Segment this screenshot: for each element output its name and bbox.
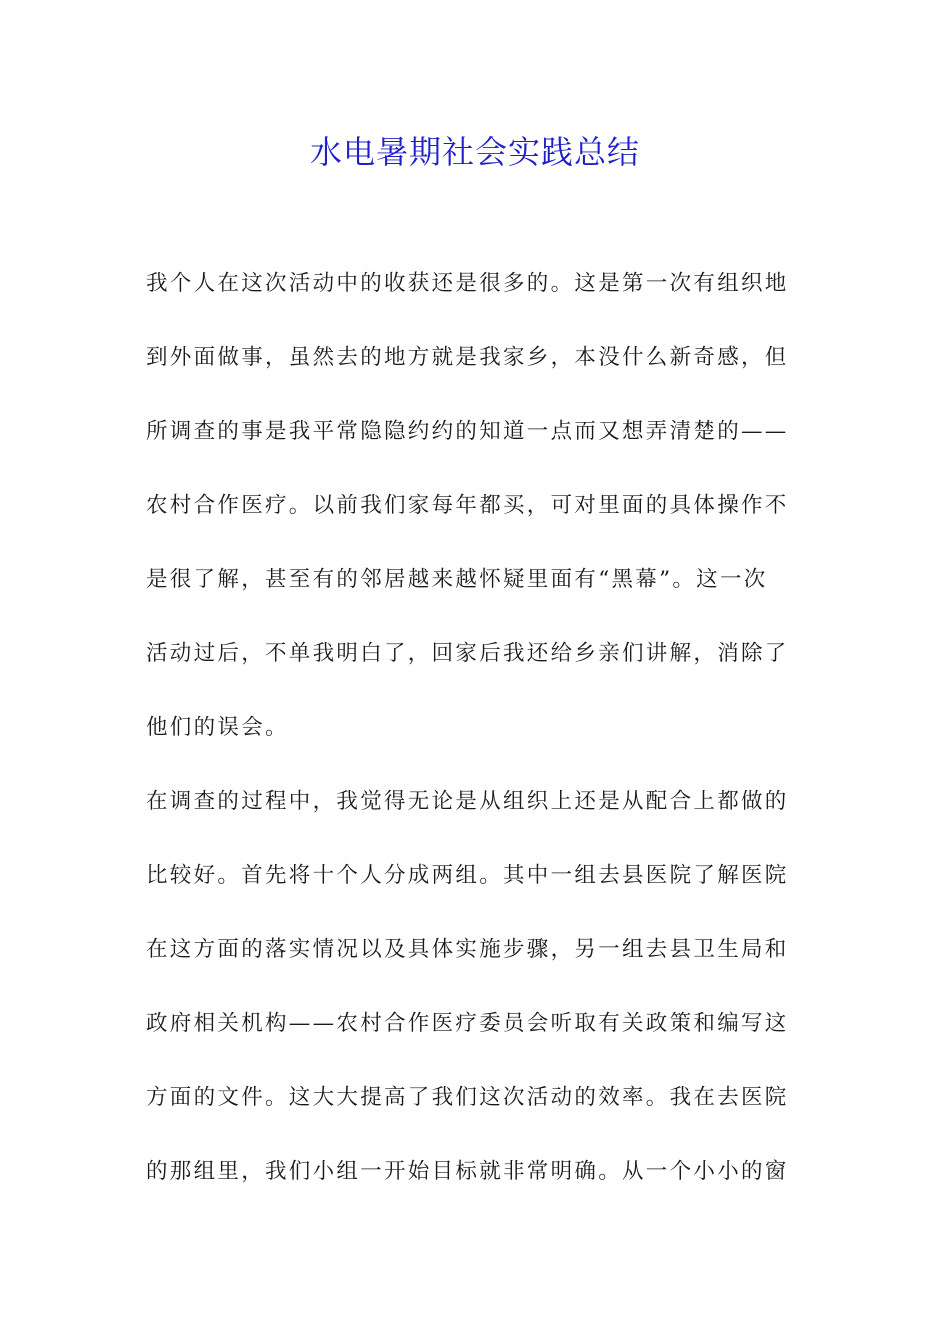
document-body (146, 262, 806, 1224)
body-line: 在调查的过程中，我觉得无论是从组织上还是从配合上都做的 (146, 789, 789, 814)
body-line: 是很了解，甚至有的邻居越来越怀疑里面有“黑幕”。这一次 (146, 567, 768, 592)
body-line: 在这方面的落实情况以及具体实施步骤，另一组去县卫生局和 (146, 937, 789, 962)
body-line: 农村合作医疗。以前我们家每年都买，可对里面的具体操作不 (146, 493, 789, 518)
body-line: 比较好。首先将十个人分成两组。其中一组去县医院了解医院 (146, 863, 789, 888)
document-title: 水电暑期社会实践总结 (309, 133, 640, 171)
body-line: 政府相关机构——农村合作医疗委员会听取有关政策和编写这 (146, 1011, 789, 1036)
body-line: 方面的文件。这大大提高了我们这次活动的效率。我在去医院 (146, 1085, 789, 1110)
body-line: 所调查的事是我平常隐隐约约的知道一点而又想弄清楚的—— (146, 419, 789, 444)
body-line: 活动过后，不单我明白了，回家后我还给乡亲们讲解，消除了 (146, 641, 789, 666)
body-line: 到外面做事，虽然去的地方就是我家乡，本没什么新奇感，但 (146, 345, 789, 370)
body-line: 我个人在这次活动中的收获还是很多的。这是第一次有组织地 (146, 271, 789, 296)
body-line: 他们的误会。 (146, 715, 289, 740)
body-line: 的那组里，我们小组一开始目标就非常明确。从一个小小的窗 (146, 1159, 789, 1184)
